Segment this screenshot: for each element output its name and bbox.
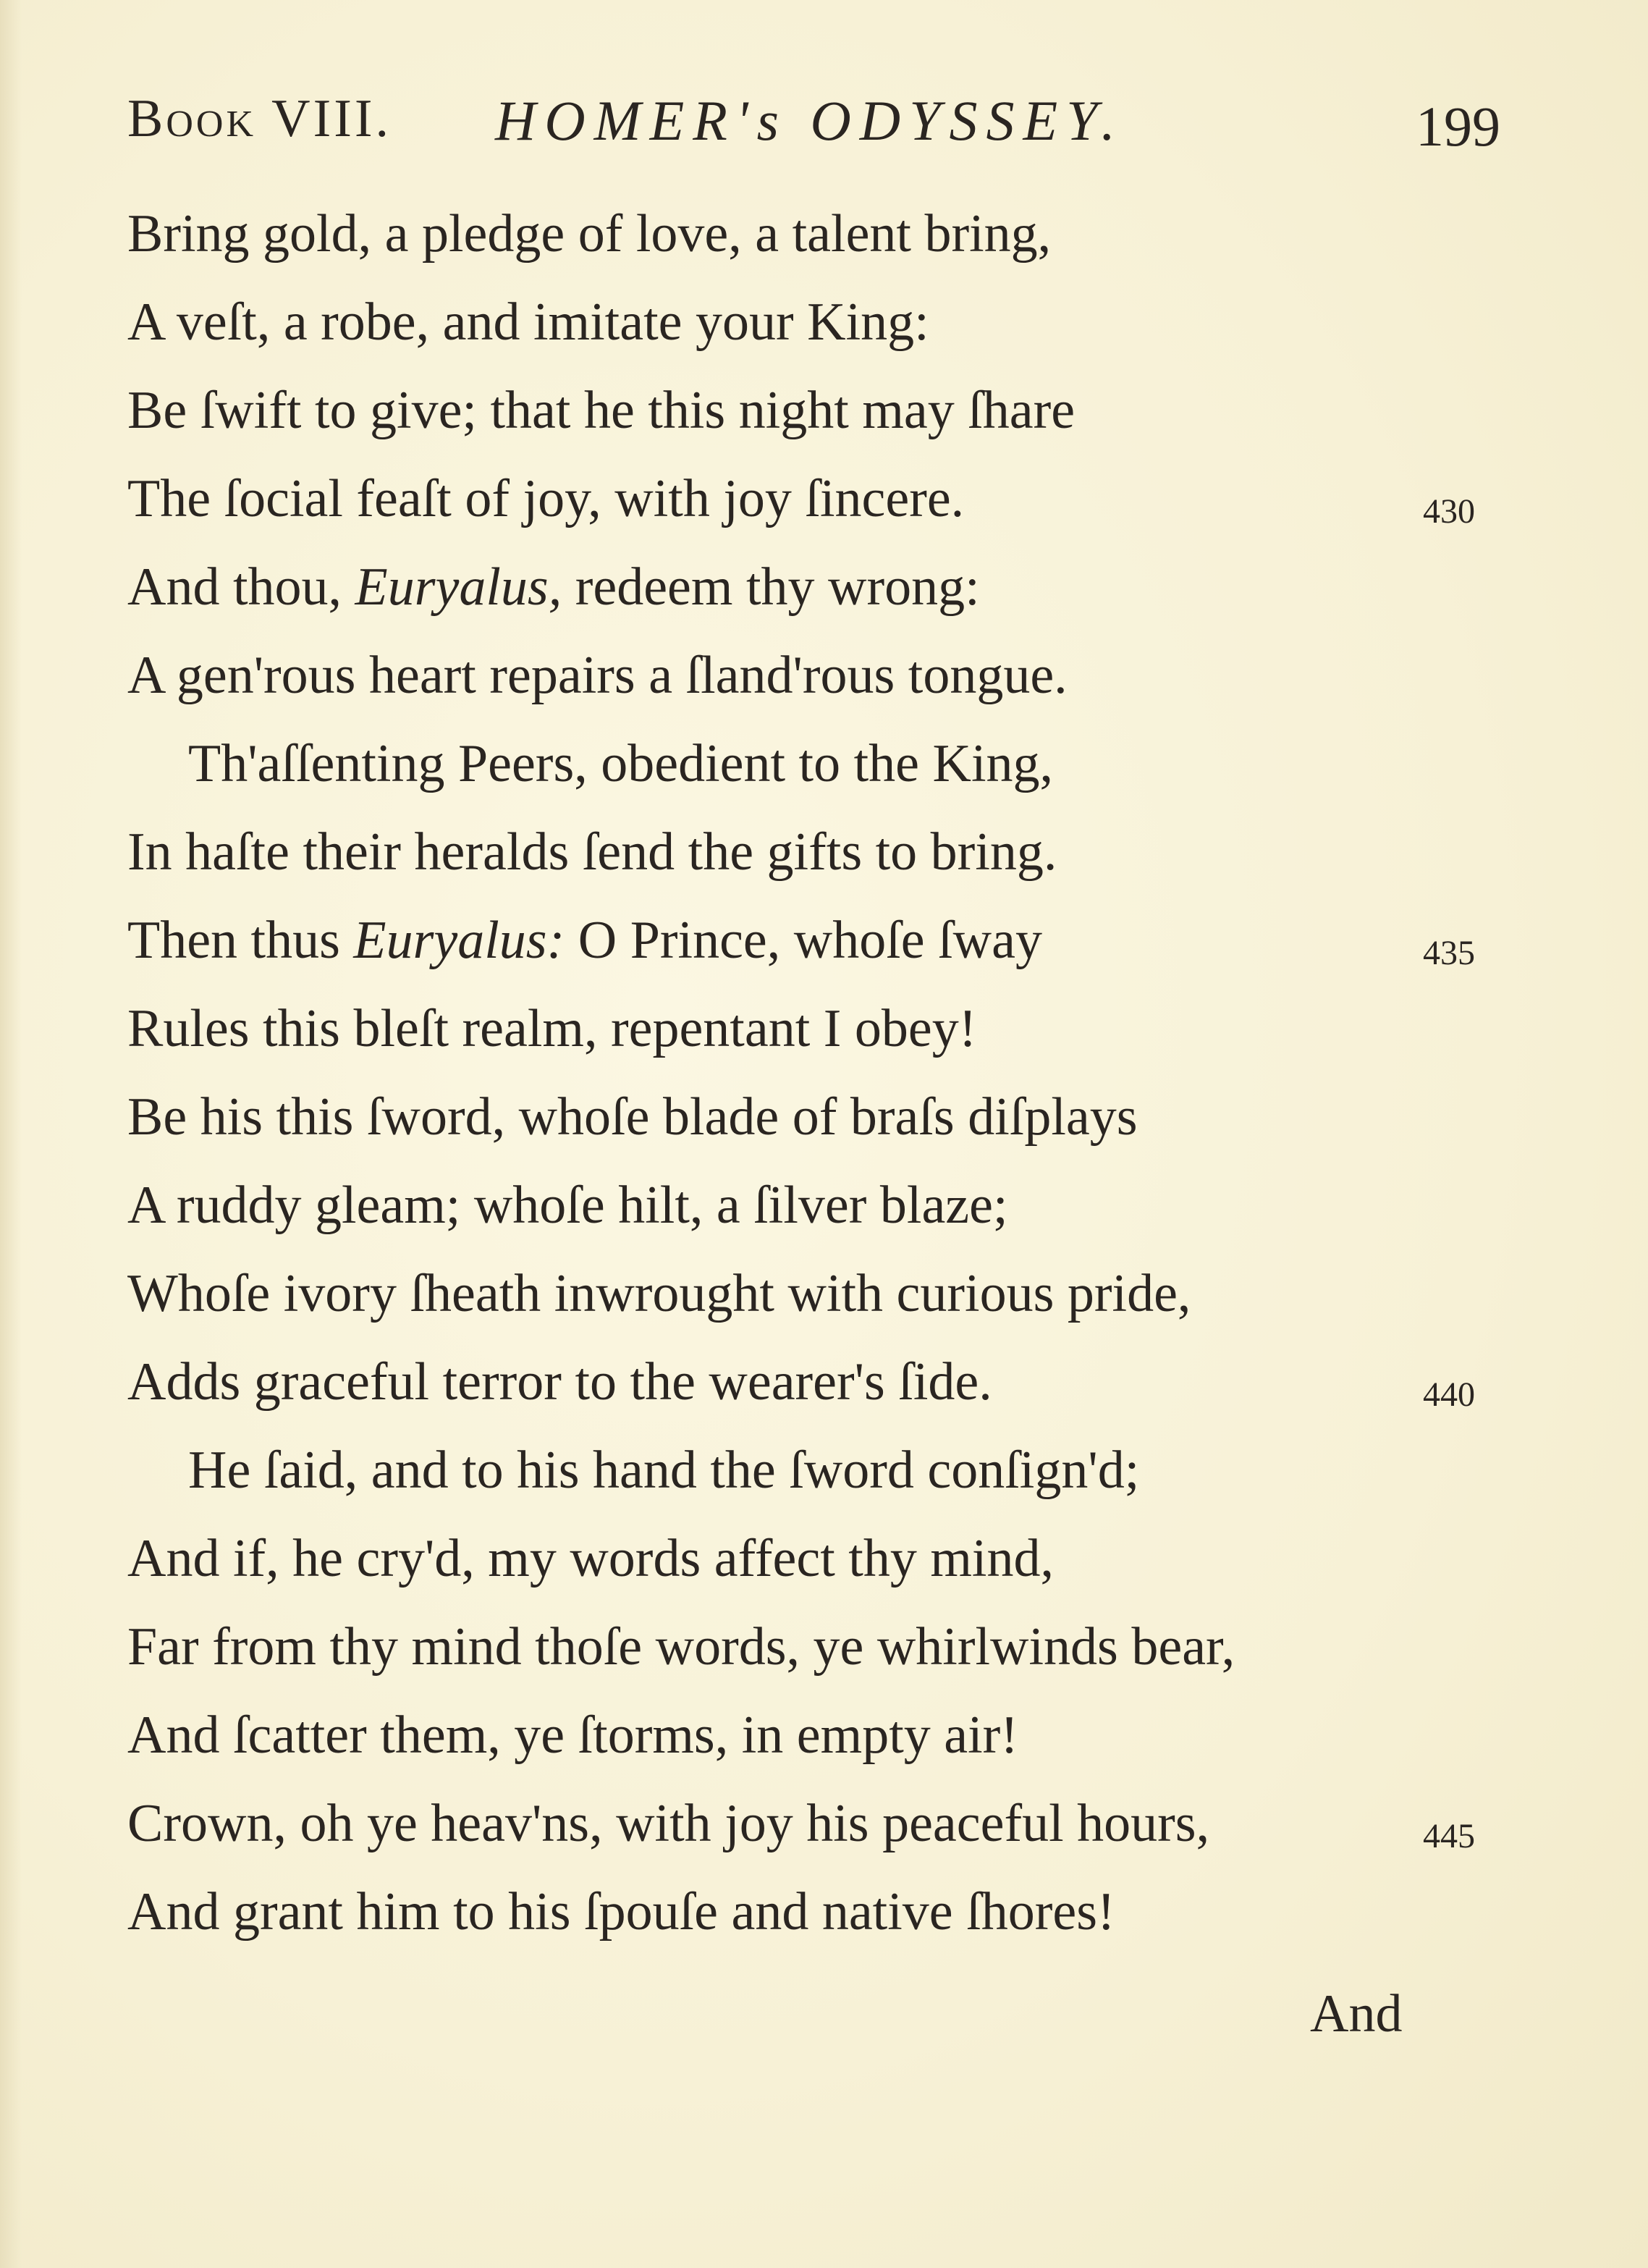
- verse-text: He ſaid, and to his hand the ſword conſign'd;: [188, 1441, 1140, 1500]
- verse-text: [127, 556, 980, 618]
- verse-text: A gen'rous heart repairs a ſland'rous tongue.: [127, 646, 1068, 705]
- verse-text: And ſcatter them, ye ſtorms, in empty air!: [127, 1706, 1018, 1765]
- verse-line: [127, 1881, 1503, 1969]
- verse-line: [127, 1262, 1503, 1351]
- verse-line: [127, 644, 1503, 733]
- verse-line: [127, 379, 1503, 468]
- verse-text: The ſocial feaſt of joy, with joy ſincere.: [127, 469, 965, 528]
- verse-text: [127, 909, 1042, 971]
- verse-line: [127, 733, 1503, 821]
- page-header: [127, 88, 1510, 168]
- verse-line: [127, 1086, 1503, 1174]
- verse-text: Whoſe ivory ſheath inwrought with curious pride,: [127, 1264, 1191, 1323]
- verse-line: [127, 1792, 1503, 1881]
- verse-line: [127, 291, 1503, 379]
- verse-text: A ruddy gleam; whoſe hilt, a ſilver blaze;: [127, 1176, 1008, 1235]
- line-number: 440: [1423, 1375, 1475, 1414]
- character-name-italic: Euryalus:: [353, 911, 565, 970]
- catchword: And: [1310, 1984, 1403, 2044]
- line-number: 445: [1423, 1817, 1475, 1855]
- verse-line: [127, 556, 1503, 644]
- verse-line: [127, 821, 1503, 909]
- verse-line: [127, 203, 1503, 291]
- verse-line: [127, 1704, 1503, 1792]
- verse-text: Th'aſſenting Peers, obedient to the King,: [188, 734, 1054, 793]
- verse-text: Crown, oh ye heav'ns, with joy his peaceful hours,: [127, 1794, 1210, 1853]
- verse-text-before: Then thus: [127, 911, 354, 970]
- verse-line: [127, 468, 1503, 556]
- verse-text: Bring gold, a pledge of love, a talent bring,: [127, 204, 1052, 264]
- verse-text: In haſte their heralds ſend the gifts to bring.: [127, 822, 1057, 882]
- verse-line: [127, 909, 1503, 998]
- verse-text: A veſt, a robe, and imitate your King:: [127, 292, 929, 352]
- page-number: 199: [1416, 95, 1500, 158]
- verse-line: [127, 1527, 1503, 1616]
- verse-line: [127, 1616, 1503, 1704]
- character-name-italic: Euryalus,: [355, 557, 562, 617]
- running-head-book: Book VIII.: [127, 89, 392, 148]
- line-number: 430: [1423, 492, 1475, 531]
- page-edge-shadow: [0, 0, 22, 2268]
- verse-text: Rules this bleſt realm, repentant I obey!: [127, 999, 977, 1058]
- verse-text: Be ſwift to give; that he this night may ſhare: [127, 381, 1076, 440]
- verse-line: [127, 1174, 1503, 1262]
- verse-block: [127, 203, 1503, 1969]
- verse-text: Adds graceful terror to the wearer's ſide.: [127, 1352, 992, 1412]
- running-head-title: HOMER's ODYSSEY.: [495, 89, 1124, 152]
- line-number: 435: [1423, 934, 1475, 972]
- verse-text: Be his this ſword, whoſe blade of braſs diſplays: [127, 1087, 1138, 1147]
- verse-text-after: redeem thy wrong:: [562, 557, 980, 617]
- verse-line: [127, 1351, 1503, 1439]
- verse-text: Far from thy mind thoſe words, ye whirlwinds bear,: [127, 1617, 1235, 1677]
- verse-text: And grant him to his ſpouſe and native ſhores!: [127, 1882, 1115, 1942]
- verse-text: And if, he cry'd, my words affect thy mind,: [127, 1529, 1054, 1588]
- verse-text-before: And thou,: [127, 557, 355, 617]
- verse-line: [127, 1439, 1503, 1527]
- verse-line: [127, 998, 1503, 1086]
- verse-text-after: O Prince, whoſe ſway: [565, 911, 1042, 970]
